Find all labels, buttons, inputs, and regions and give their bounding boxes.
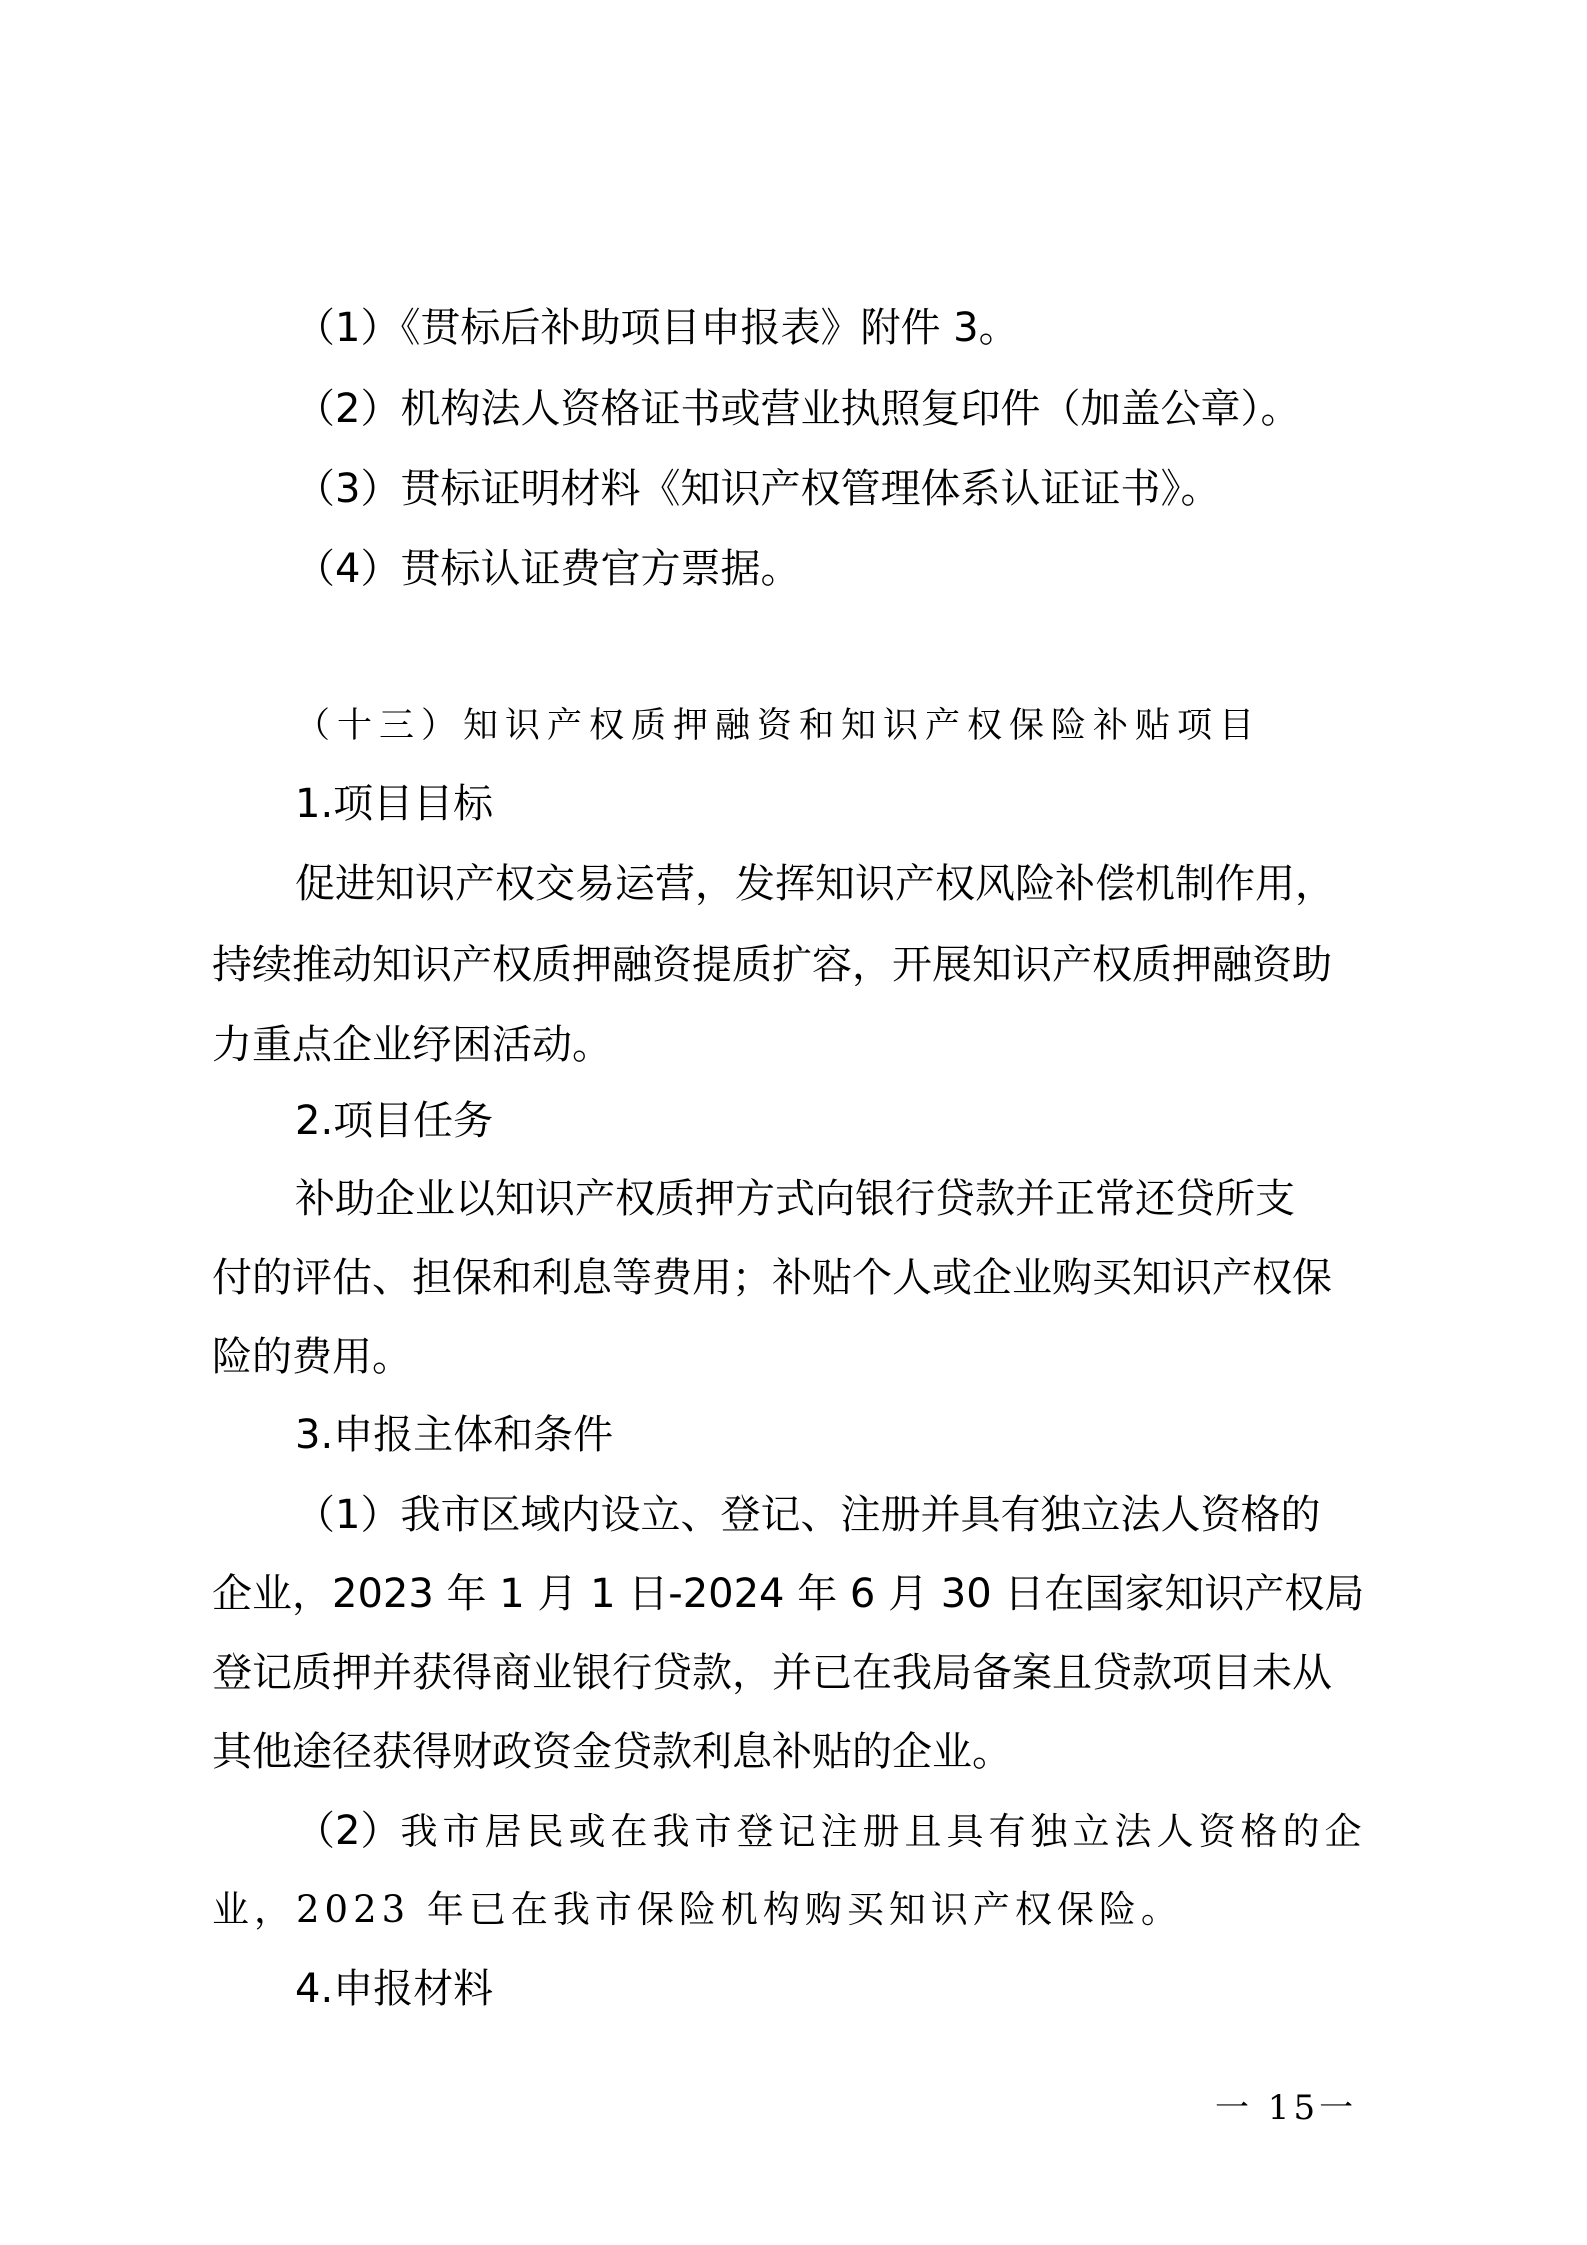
paragraph-line <box>295 1803 1495 1860</box>
paragraph-line: 企业，2023 年 1 月 1 日-2024 年 6 月 30 日在国家知识产权局 <box>212 1571 1365 1617</box>
goal-heading: 1.项目目标 <box>295 781 494 827</box>
task-heading: 2.项目任务 <box>295 1098 494 1144</box>
paragraph-line: 力重点企业纾困活动。 <box>212 1022 612 1068</box>
item-text: 我市居民或在我市登记注册且具有独立法人资格的企 <box>400 1810 1367 1853</box>
list-item: （2）机构法人资格证书或营业执照复印件（加盖公章）。 <box>295 386 1301 432</box>
paragraph-line: 登记质押并获得商业银行贷款，并已在我局备案且贷款项目未从 <box>212 1650 1332 1696</box>
list-item: （3）贯标证明材料《知识产权管理体系认证证书》。 <box>295 466 1221 512</box>
list-item: （1）《贯标后补助项目申报表》附件 3。 <box>295 305 1019 351</box>
paragraph-line: （1）我市区域内设立、登记、注册并具有独立法人资格的 <box>295 1492 1321 1538</box>
eligibility-heading: 3.申报主体和条件 <box>295 1412 614 1458</box>
section-title: （十三）知识产权质押融资和知识产权保险补贴项目 <box>295 706 1262 746</box>
paragraph-line: 其他途径获得财政资金贷款利息补贴的企业。 <box>212 1729 1012 1775</box>
paragraph-line: 补助企业以知识产权质押方式向银行贷款并正常还贷所支 <box>295 1176 1295 1222</box>
paragraph-line: 促进知识产权交易运营，发挥知识产权风险补偿机制作用， <box>295 861 1335 907</box>
paragraph-line: 付的评估、担保和利息等费用；补贴个人或企业购买知识产权保 <box>212 1255 1332 1301</box>
materials-heading: 4.申报材料 <box>295 1966 494 2012</box>
list-item: （4）贯标认证费官方票据。 <box>295 546 801 592</box>
paragraph-line: 业，2023 年已在我市保险机构购买知识产权保险。 <box>212 1888 1183 1931</box>
paragraph-line: 险的费用。 <box>212 1334 412 1380</box>
paragraph-line: 持续推动知识产权质押融资提质扩容，开展知识产权质押融资助 <box>212 942 1332 988</box>
item-label: （2） <box>295 1808 401 1854</box>
page-number: 一 15一 <box>1215 2088 1358 2128</box>
